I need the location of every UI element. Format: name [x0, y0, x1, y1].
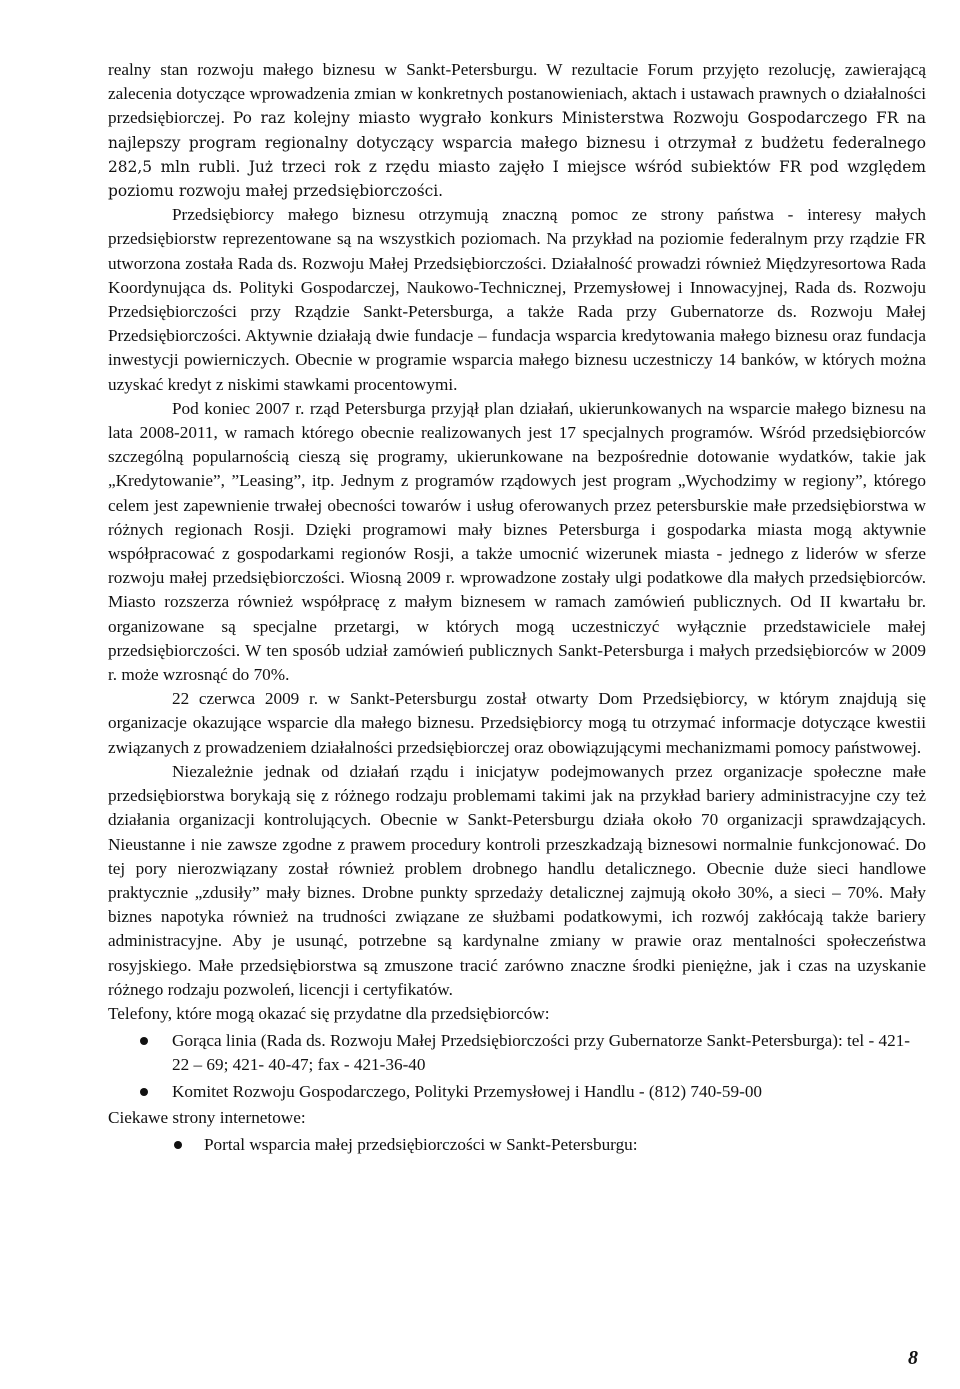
- page-number: 8: [908, 1347, 918, 1369]
- paragraph-forum: [108, 58, 926, 203]
- document-body: [108, 58, 926, 1159]
- paragraph-entrepreneur-house: 22 czerwca 2009 r. w Sankt-Petersburgu został otwarty Dom Przedsiębiorcy, w którym znajdują się organizacje okazujące wsparcie dla małego biznesu. Przedsiębiorcy mogą tu otrzymać informacje dotyczące kwestii związanych z prowadzeniem działalności przedsiębiorczej oraz obowiązującymi mechanizmami pomocy państwowej.: [108, 689, 926, 757]
- paragraph-competition-text: Po raz kolejny miasto wygrało konkurs Ministerstwa Rozwoju Gospodarczego FR na najlepszy program regionalny dotyczący wsparcia małego biznesu i otrzymał z budżetu federalnego 282,5 mln rubli. Już trzeci rok z rzędu miasto zajęło I miejsce wśród subiektów FR pod względem poziomu rozwoju małej przedsiębiorczości.: [108, 109, 927, 201]
- websites-list: [108, 1133, 926, 1157]
- paragraph-action-plan: Pod koniec 2007 r. rząd Petersburga przyjął plan działań, ukierunkowanych na wsparcie małego biznesu na lata 2008-2011, w ramach którego obecnie realizowanych jest 17 specjalnych programów. Wśród przedsiębiorców szczególną popularnością cieszą się programy, ukierunkowane na bezpośrednie dotowanie wydatków, takie jak „Kredytowanie”, ”Leasing”, itp. Jednym z programów rządowych jest program „Wychodzimy w regiony”, którego celem jest zapewnienie trwałej obecności towarów i usług oferowanych przez petersburskie małe przedsiębiorstwa w różnych regionach Rosji. Dzięki programowi mały biznes Petersburga i gospodarka miasta mogą aktywnie współpracować z gospodarkami regionów Rosji, a także umocnić wizerunek miasta - jednego z liderów w sferze rozwoju małej przedsiębiorczości. Wiosną 2009 r. wprowadzone zostały ulgi podatkowe dla małych przedsiębiorców. Miasto rozszerza również współpracę z małym biznesem w ramach zamówień publicznych. Od II kwartału br. organizowane są specjalne przetargi, w których mogą uczestniczyć wyłącznie przedstawiciele małej przedsiębiorczości. W ten sposób udział zamówień publicznych Sankt-Petersburga i małych przedsiębiorców w 2009 r. może wzrosnąć do 70%.: [108, 398, 926, 685]
- phone-item-hotline: Gorąca linia (Rada ds. Rozwoju Małej Przedsiębiorczości przy Gubernatorze Sankt-Petersburga): tel - 421- 22 – 69; 421- 40-47; fax - 421-36-40: [108, 1029, 926, 1077]
- website-item-portal: Portal wsparcia małej przedsiębiorczości w Sankt-Petersburgu:: [108, 1133, 926, 1157]
- phones-list: [108, 1029, 926, 1104]
- phone-item-committee: Komitet Rozwoju Gospodarczego, Polityki Przemysłowej i Handlu - (812) 740-59-00: [108, 1080, 926, 1104]
- paragraph-state-support: Przedsiębiorcy małego biznesu otrzymują znaczną pomoc ze strony państwa - interesy małych przedsiębiorstw reprezentowane są na wszystkich poziomach. Na przykład na poziomie federalnym przy rządzie FR utworzona została Rada ds. Rozwoju Małej Przedsiębiorczości. Działalność prowadzi również Międzyresortowa Rada Koordynująca ds. Polityki Gospodarczej, Naukowo-Technicznej, Przemysłowej i Innowacyjnej, Rada ds. Rozwoju Przedsiębiorczości przy Rządzie Sankt-Petersburga, a także Rada przy Gubernatorze ds. Rozwoju Małej Przedsiębiorczości. Aktywnie działają dwie fundacje – fundacja wsparcia kredytowania małego biznesu oraz fundacja inwestycji powierniczych. Obecnie w programie wsparcia małego biznesu uczestniczy 14 banków, w których można uzyskać kredyt z niskimi stawkami procentowymi.: [108, 205, 926, 394]
- phones-heading: Telefony, które mogą okazać się przydatne dla przedsiębiorców:: [108, 1003, 550, 1023]
- websites-heading: Ciekawe strony internetowe:: [108, 1107, 306, 1127]
- paragraph-forum-text: realny stan rozwoju małego biznesu w Sankt-Petersburgu. W rezultacie Forum przyjęto rezolucję, zawierającą zalecenia dotyczące wprowadzenia zmian w konkretnych postanowieniach, aktach i ustawach prawnych o działalności przedsiębiorczej.: [108, 60, 926, 128]
- paragraph-problems: Niezależnie jednak od działań rządu i inicjatyw podejmowanych przez organizacje społeczne małe przedsiębiorstwa borykają się z różnego rodzaju problemami takimi jak na przykład bariery administracyjne czy też działania organizacji kontrolujących. Obecnie w Sankt-Petersburgu działa około 70 organizacji sprawdzających. Nieustanne i nie zawsze zgodne z prawem procedury kontroli przeszkadzają biznesowi normalnie funkcjonować. Do tej pory nierozwiązany został również problem drobnego handlu detalicznego. Obecnie duże sieci handlowe praktycznie „zdusiły” mały biznes. Drobne punkty sprzedaży detalicznej zajmują około 30%, a sieci – 70%. Mały biznes napotyka również na trudności związane ze służbami podatkowymi, ich rozwój zakłócają także bariery administracyjne. Aby je usunąć, potrzebne są kardynalne zmiany w prawie oraz mentalności społeczeństwa rosyjskiego. Małe przedsiębiorstwa są zmuszone tracić zarówno znaczne środki pieniężne, jak i czas na uzyskanie różnego rodzaju pozwoleń, licencji i certyfikatów.: [108, 761, 926, 999]
